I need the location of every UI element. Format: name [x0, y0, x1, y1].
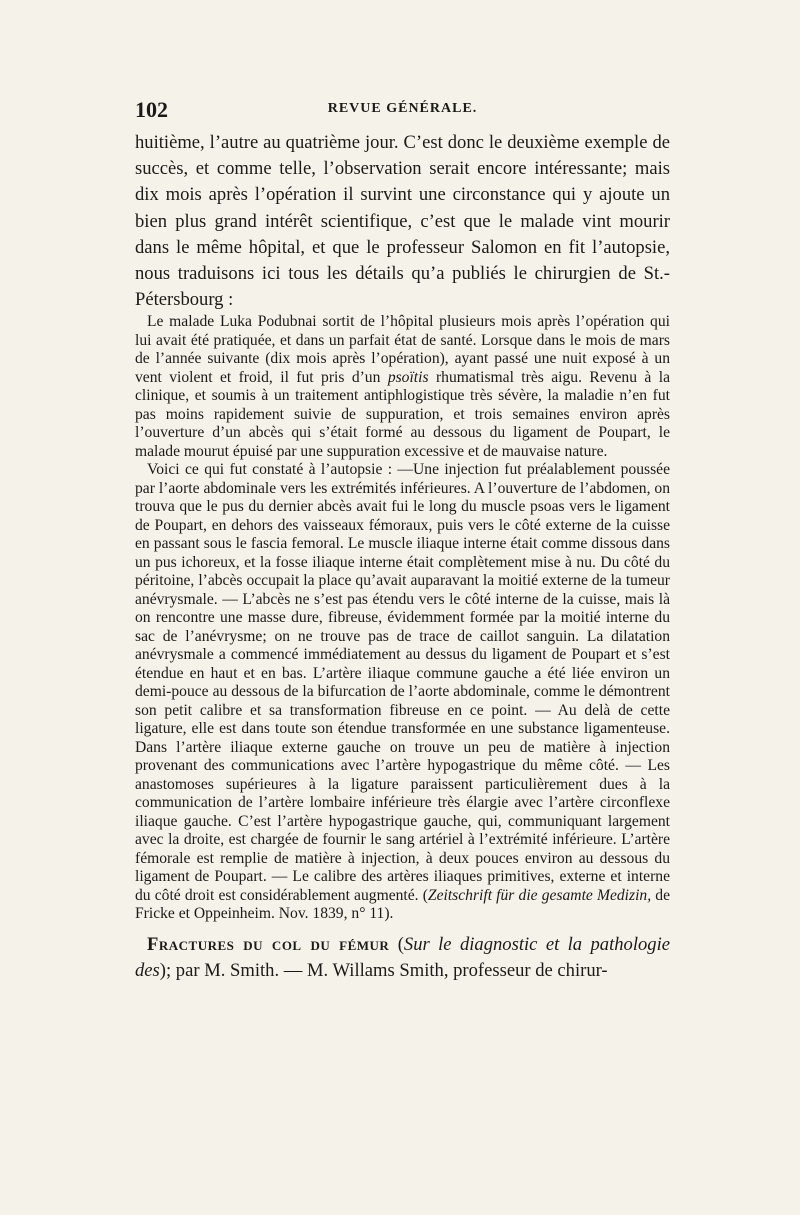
paragraph-fractures [135, 932, 670, 984]
page-body [135, 130, 670, 984]
psoitis-term: psoïtis [387, 368, 429, 386]
page-number: 102 [135, 97, 168, 122]
case-history-text-b: rhumatismal très aigu. Revenu à la clinique, et soumis à un traitement antiphlogistique très sévère, la maladie n’en fut pas moins rapidement suivie de suppuration, et trois semaines environ après l’ouverture d’un abcès qui s’était formé au dessous du ligament de Poupart, le malade mourut épuisé par une suppuration excessive et de mauvaise nature. [135, 368, 670, 460]
paragraph-autopsy [135, 461, 670, 924]
page-header [135, 97, 670, 123]
paragraph-case-history [135, 313, 670, 461]
citation-journal: Zeitschrift für die gesamte Medizin, [427, 886, 652, 904]
paren-open: ( [389, 933, 404, 955]
case-history-text-a: Le malade Luka Podubnai sortit de l’hôpital plusieurs mois après l’opération qui lui avait été pratiquée, et dans un parfait état de santé. Lorsque dans le mois de mars de l’année suivante (dix mois après l’opération), ayant passé une nuit exposé à un vent violent et froid, il fut pris d’un [135, 313, 670, 386]
section-title: Fractures du col du fémur [147, 933, 390, 955]
running-head: REVUE GÉNÉRALE. [327, 101, 478, 116]
autopsy-text-b: de Fricke et Oppeinheim. Nov. 1839, n° 11). [135, 886, 670, 923]
fractures-text: ); par M. Smith. — M. Willams Smith, professeur de chirur- [159, 960, 608, 982]
section-subtitle: Sur le diagnostic et la pathologie des [135, 933, 671, 982]
autopsy-text-a: Voici ce qui fut constaté à l’autopsie : —Une injection fut préalablement poussée par l’aorte abdominale vers les extrémités inférieures. A l’ouverture de l’abdomen, on trouva que le pus du dernier abcès avait fui le long du muscle psoas vers le ligament de Poupart, en dehors des vaisseaux fémoraux, puis vers le côté externe de la cuisse en passant sous le fascia femoral. Le muscle iliaque interne était comme dissous dans un pus ichoreux, et la fosse iliaque interne était complètement mise à nu. Du côté du péritoine, l’abcès occupait la place qu’avait auparavant la moitié externe de la tumeur anévrysmale. — L’abcès ne s’est pas étendu vers le côté interne de la cuisse, mais là on rencontre une masse dure, fibreuse, évidemment formée par la moitié interne du sac de l’anévrysme; on ne trouve pas de trace de caillot sanguin. La dilatation anévrysmale a commencé immédiatement au dessus du ligament de Poupart et s’est étendue en haut et en bas. L’artère iliaque commune gauche a été liée environ un demi-pouce au dessous de la bifurcation de l’aorte abdominale, comme le démontrent son petit calibre et sa transformation fibreuse en ce point. — Au delà de cette ligature, elle est dans toute son étendue transformée en une substance ligamenteuse. Dans l’artère iliaque externe gauche on trouve un peu de matière à injection provenant des communications avec l’artère hypogastrique du même côté. — Les anastomoses supérieures à la ligature paraissent particulièrement dues à la communication de l’artère lombaire inférieure très élargie avec l’artère circonflexe iliaque gauche. C’est l’artère hypogastrique gauche, qui, communiquant largement avec la droite, est chargée de fournir le sang artériel à l’extrémité inférieure. L’artère fémorale est remplie de matière à injection, à deux pouces environ au dessous du ligament de Poupart. — Le calibre des artères iliaques primitives, externe et interne du côté droit est considérablement augmenté. ( [135, 461, 670, 904]
paragraph-intro: huitième, l’autre au quatrième jour. C’est donc le deuxième exemple de succès, et comme telle, l’observation serait encore intéressante; mais dix mois après l’opération il survint une circonstance qui y ajoute un bien plus grand intérêt scientifique, c’est que le malade vint mourir dans le même hôpital, et que le professeur Salomon en fit l’autopsie, nous traduisons ici tous les détails qu’a publiés le chirurgien de St.-Pétersbourg : [135, 132, 670, 311]
